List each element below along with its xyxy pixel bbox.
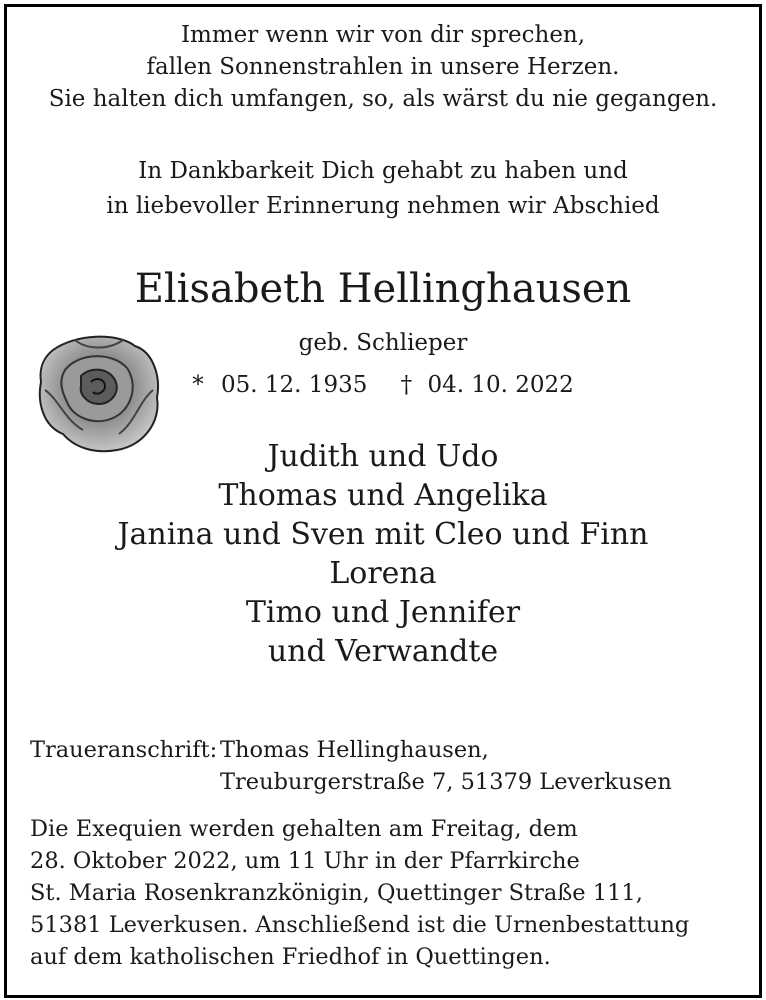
address-label: Traueranschrift:: [30, 737, 218, 763]
deceased-name: Elisabeth Hellinghausen: [134, 266, 632, 312]
death-date: 04. 10. 2022: [427, 372, 574, 398]
mourner-line-5: Timo und Jennifer: [245, 595, 521, 630]
verse-line-2: fallen Sonnenstrahlen in unsere Herzen.: [146, 54, 620, 80]
life-dates: [0, 372, 766, 398]
service-line-2: 28. Oktober 2022, um 11 Uhr in der Pfarrkirche: [30, 848, 580, 874]
service-line-1: Die Exequien werden gehalten am Freitag, dem: [30, 816, 578, 842]
mourner-line-2: Thomas und Angelika: [218, 478, 548, 513]
address-line-1: Thomas Hellinghausen,: [220, 737, 489, 763]
mourner-line-3: Janina und Sven mit Cleo und Finn: [117, 517, 649, 552]
birth-date: 05. 12. 1935: [221, 372, 368, 398]
mourner-line-1: Judith und Udo: [267, 439, 499, 474]
address-line-2: Treuburgerstraße 7, 51379 Leverkusen: [220, 769, 672, 795]
birth-name: geb. Schlieper: [298, 330, 468, 356]
cross-icon: †: [400, 372, 413, 398]
farewell-line-1: In Dankbarkeit Dich gehabt zu haben und: [138, 158, 628, 184]
mourner-line-4: Lorena: [329, 556, 437, 591]
verse-line-3: Sie halten dich umfangen, so, als wärst du nie gegangen.: [48, 86, 718, 112]
mourner-line-6: und Verwandte: [267, 634, 499, 669]
service-line-3: St. Maria Rosenkranzkönigin, Quettinger Straße 111,: [30, 880, 643, 906]
service-line-4: 51381 Leverkusen. Anschließend ist die Urnenbestattung: [30, 912, 690, 938]
service-line-5: auf dem katholischen Friedhof in Quettingen.: [30, 944, 551, 970]
farewell-line-2: in liebevoller Erinnerung nehmen wir Abschied: [106, 193, 660, 219]
birth-symbol: *: [192, 372, 204, 398]
verse-line-1: Immer wenn wir von dir sprechen,: [180, 22, 586, 48]
